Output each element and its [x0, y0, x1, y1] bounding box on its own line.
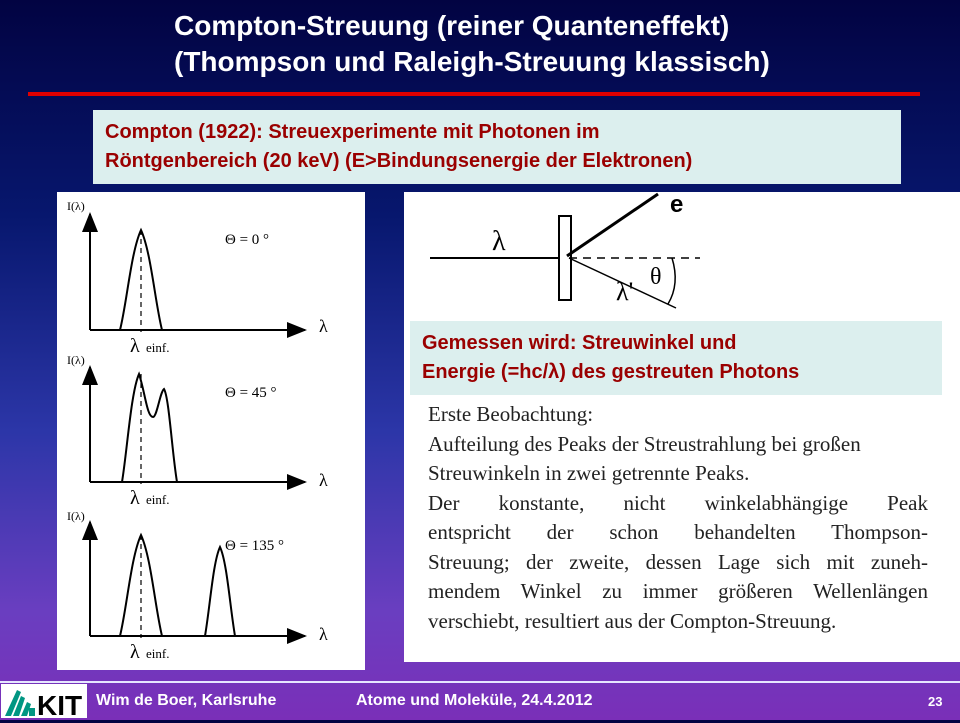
einf-sub: einf. — [146, 646, 170, 661]
body-line: Erste Beobachtung: — [428, 402, 594, 426]
angle-label-45: Θ = 45 ° — [225, 385, 277, 401]
measurement-line-2: Energie (=hc/λ) des gestreuten Photons — [422, 361, 800, 383]
angle-label-0: Θ = 0 ° — [225, 232, 270, 248]
page-number: 23 — [928, 694, 943, 709]
x-axis-label: λ — [319, 316, 328, 336]
electron-path — [567, 194, 658, 256]
body-line: Der konstante, nicht winkelabhängige Peak — [428, 490, 928, 515]
einf-lambda: λ — [130, 487, 140, 509]
footer-divider — [0, 681, 960, 683]
kit-logo — [1, 684, 87, 718]
y-axis-label: I(λ) — [67, 199, 85, 213]
einf-lambda: λ — [130, 335, 140, 357]
logo-text: KIT — [37, 690, 83, 718]
intro-line-2: Röntgenbereich (20 keV) (E>Bindungsenergie der Elektronen) — [105, 150, 693, 172]
body-line: Streuung; der zweite, dessen Lage sich mit zuneh- — [428, 549, 928, 574]
y-axis-label: I(λ) — [67, 353, 85, 367]
einf-lambda: λ — [130, 641, 140, 663]
spectra-figure — [57, 192, 365, 670]
lambda-out-label: λ' — [616, 277, 634, 306]
einf-sub: einf. — [146, 492, 170, 507]
x-axis-label: λ — [319, 470, 328, 490]
footer-lecture: Atome und Moleküle, 24.4.2012 — [356, 692, 593, 709]
angle-arc — [668, 258, 675, 304]
y-axis-label: I(λ) — [67, 509, 85, 523]
spectrum-graph-135 — [67, 509, 328, 663]
angle-label-135: Θ = 135 ° — [225, 538, 285, 554]
spectra-panel — [57, 192, 365, 670]
intro-line-1: Compton (1922): Streuexperimente mit Photonen im — [105, 121, 600, 143]
title-divider — [28, 92, 920, 96]
body-line: verschiebt, resultiert aus der Compton-Streuung. — [428, 608, 837, 633]
theta-label: θ — [650, 264, 662, 290]
x-axis-label: λ — [319, 624, 328, 644]
electron-label: e — [670, 192, 684, 218]
slide-title — [174, 8, 934, 80]
scattering-diagram — [404, 192, 960, 322]
footer-author: Wim de Boer, Karlsruhe — [96, 692, 277, 709]
peak-shifted — [205, 547, 235, 636]
spectrum-graph-0 — [67, 199, 328, 357]
lambda-in-label: λ — [492, 226, 506, 257]
body-line: Aufteilung des Peaks der Streustrahlung bei großen — [428, 431, 861, 456]
intro-box — [93, 110, 901, 184]
body-line: mendem Winkel zu immer größeren Wellenlängen — [428, 579, 928, 603]
einf-sub: einf. — [146, 340, 170, 355]
title-line-1: Compton-Streuung (reiner Quanteneffekt) — [174, 10, 730, 41]
spectrum-graph-45 — [67, 353, 328, 509]
peak-double — [122, 374, 177, 482]
measurement-box — [410, 321, 942, 395]
title-line-2: (Thompson und Raleigh-Streuung klassisch) — [174, 46, 770, 77]
observation-text — [428, 400, 928, 636]
body-line: entspricht der schon behandelten Thompson- — [428, 520, 928, 544]
body-line: Streuwinkeln in zwei getrennte Peaks. — [428, 461, 750, 485]
measurement-line-1: Gemessen wird: Streuwinkel und — [422, 332, 737, 354]
